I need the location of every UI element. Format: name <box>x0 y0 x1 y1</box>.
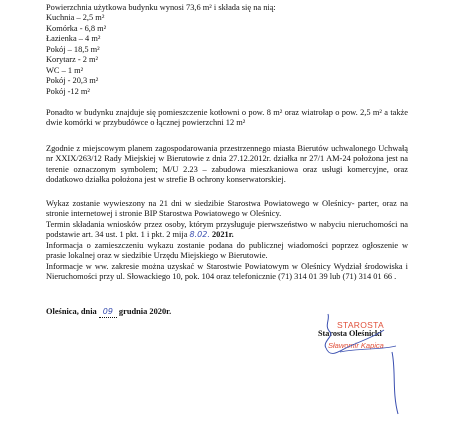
room-item: Pokój – 18,5 m² <box>46 44 100 54</box>
room-item: WC – 1 m² <box>46 65 84 75</box>
signature-name: Sławomir Kapica <box>328 341 384 350</box>
room-item: Łazienka – 4 m² <box>46 34 101 43</box>
room-item: Korytarz - 2 m² <box>46 55 99 64</box>
contact-paragraph: Informacje w ww. zakresie można uzyskać w Starostwie Powiatowym w Oleśnicy Wydział środowiska i Nieruchomości przy ul. Słowackiego 10, pok. 104 oraz telefonicznie (71) 314 01 39 lub (71) 314 01 66 . <box>46 262 408 282</box>
deadline-year: 2021r. <box>211 230 234 240</box>
deadline-paragraph <box>46 220 408 241</box>
stamp-title: STAROSTA <box>337 320 384 330</box>
date-prefix: Oleśnica, dnia <box>46 307 97 316</box>
area-intro: Powierzchnia użytkowa budynku wynosi 73,6 m² i składa się na nią: <box>46 3 276 12</box>
room-item: Komórka - 6,8 m² <box>46 23 107 33</box>
date-suffix: grudnia 2020r. <box>118 307 172 316</box>
signature-scribble <box>300 308 420 418</box>
listing-paragraph: Wykaz zostanie wywieszony na 21 dni w siedzibie Starostwa Powiatowego w Oleśnicy- parter, oraz na stronie internetowej i stronie BIP Starostwa Powiatowego w Oleśnicy. <box>46 199 408 219</box>
zoning-plan-paragraph: Zgodnie z miejscowym planem zagospodarowania przestrzennego miasta Bierutów uchwalonego Uchwałą nr XXIX/263/12 Rady Miejskiej w Bierutowie z dnia 27.12.2012r. działka nr 27/1 AM-24 położona jest na terenie oznaczonym symbolem; M/U 2.23 – zabudowa mieszkaniowa oraz usługi komercyjne, oraz dodatkowo działka położona jest w strefie B ochrony konserwatorskiej. <box>46 144 408 185</box>
boiler-paragraph: Ponadto w budynku znajduje się pomieszczenie kotłowni o pow. 8 m² oraz wiatrołap o pow. 2,5 m² a także dwie komórki w przybudówce o łącznej powierzchni 12 m² <box>46 108 408 128</box>
room-item: Pokój - 20,3 m² <box>46 76 99 85</box>
date-handwritten-day: 09 <box>99 307 117 318</box>
deadline-handwritten-date: 8.02. <box>189 230 210 240</box>
signature-title: Starosta Oleśnicki <box>318 329 382 338</box>
room-item: Pokój -12 m² <box>46 86 90 96</box>
date-line <box>46 307 171 318</box>
deadline-text: Termin składania wniosków przez osoby, którym przysługuje pierwszeństwo w nabyciu nieruchomości na podstawie art. 34 ust. 1 pkt. 1 i pkt. 2 mija <box>46 220 408 240</box>
room-item: Kuchnia – 2,5 m² <box>46 13 105 22</box>
publication-paragraph: Informacja o zamieszczeniu wykazu zostanie podana do publicznej wiadomości poprzez ogłoszenie w prasie lokalnej oraz w siedzibie Urzędu Miejskiego w Bierutowie. <box>46 241 408 261</box>
